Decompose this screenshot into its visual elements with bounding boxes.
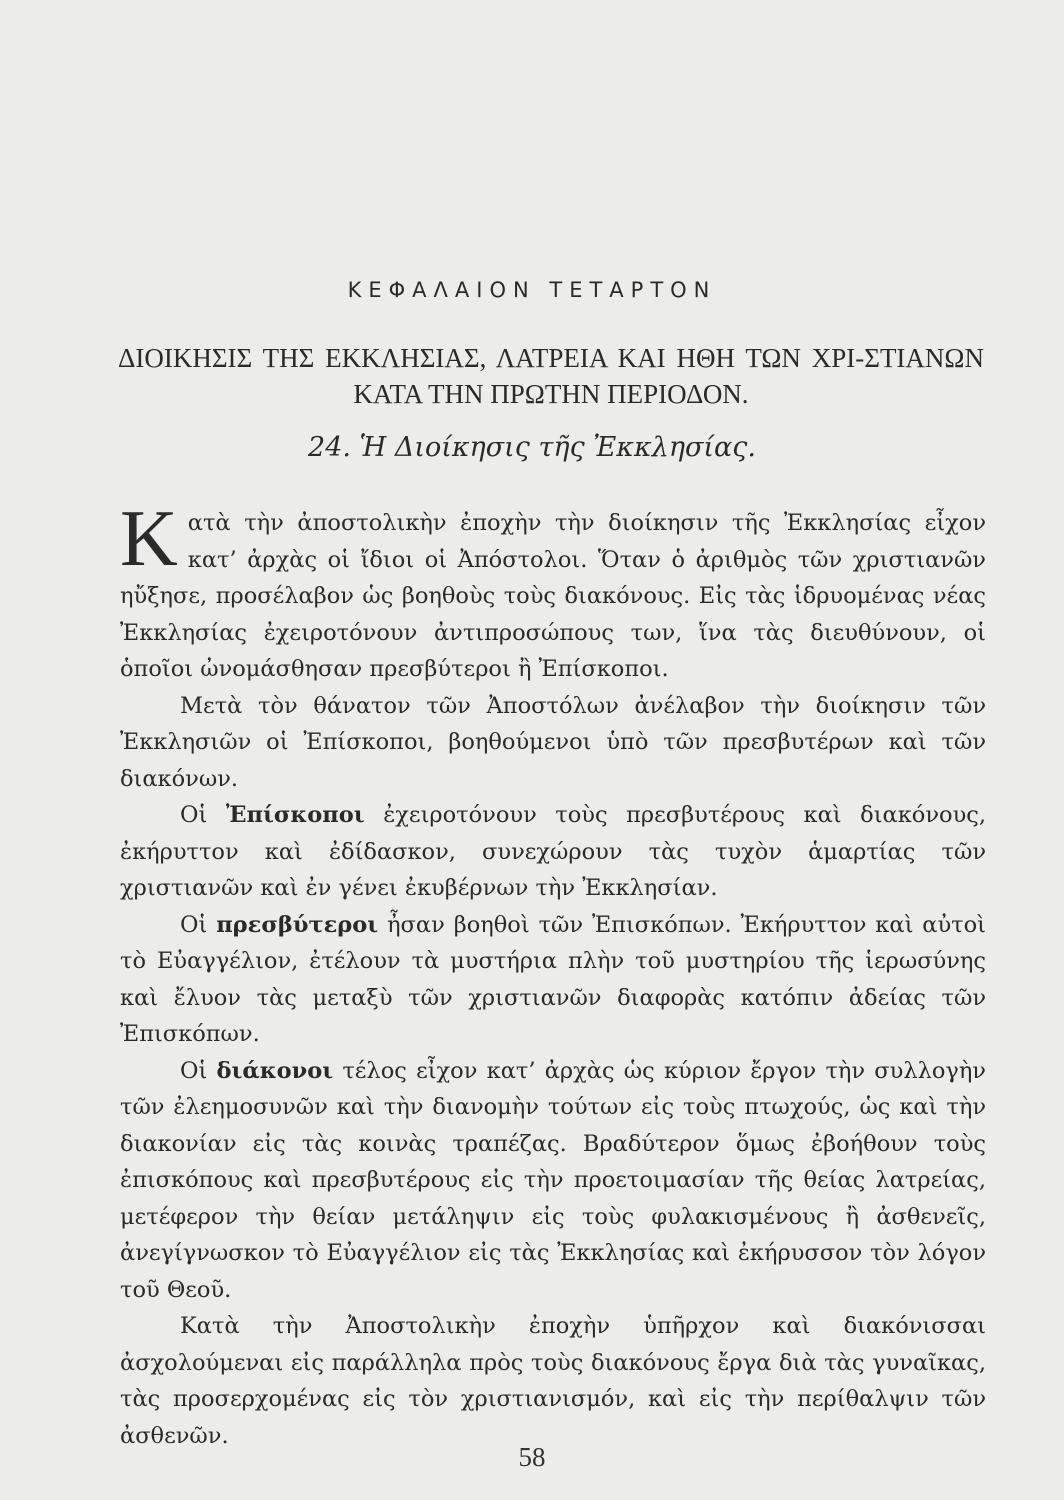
paragraph-1 [120, 495, 986, 688]
paragraph-3 [120, 797, 986, 907]
paragraph-5-lead: Οἱ [180, 1057, 217, 1084]
term-presbyteroi: πρεσβύτεροι [216, 911, 379, 938]
body-text [120, 495, 986, 1454]
chapter-heading: ΔΙΟΙΚΗΣΙΣ ΤΗΣ ΕΚΚΛΗΣΙΑΣ, ΛΑΤΡΕΙΑ ΚΑΙ ΗΘΗ ΤΩΝ ΧΡΙ-ΣΤΙΑΝΩΝ ΚΑΤΑ ΤΗΝ ΠΡΩΤΗΝ ΠΕΡΙΟΔΟΝ. [118, 343, 984, 409]
paragraph-2: Μετὰ τὸν θάνατον τῶν Ἀποστόλων ἀνέλαβον τὴν διοίκησιν τῶν Ἐκκλησιῶν οἱ Ἐπίσκοποι, βοηθούμενοι ὑπὸ τῶν πρεσβυτέρων καὶ τῶν διακόνων. [120, 692, 986, 792]
paragraph-5 [120, 1053, 986, 1309]
page-number: 58 [518, 1442, 546, 1472]
paragraph-4 [120, 907, 986, 1053]
paragraph-3-lead: Οἱ [180, 802, 226, 828]
paragraph-4-lead: Οἱ [180, 911, 217, 938]
paragraph-1-text: ατὰ τὴν ἀποστολικὴν ἐποχὴν τὴν διοίκησιν τῆς Ἐκκλησίας εἶχον κατ’ ἀρχὰς οἱ ἴδιοι οἱ Ἀπόστολοι. Ὅταν ὁ ἀριθμὸς τῶν χριστιανῶν ηὔξησε, προσέλαβον ὡς βοηθοὺς τοὺς διακόνους. Εἰς τὰς ἱδρυομένας νέας Ἐκκλησίας ἐχειροτόνουν ἀντιπροσώπους των, ἵνα τὰς διευθύνουν, οἱ ὁποῖοι ὠνομάσθησαν πρεσβύτεροι ἢ Ἐπίσκοποι. [120, 510, 986, 682]
paragraph-4-text: ἦσαν βοηθοὶ τῶν Ἐπισκόπων. Ἐκήρυττον καὶ αὐτοὶ τὸ Εὐαγγέλιον, ἐτέλουν τὰ μυστήρια πλὴν τοῦ μυστηρίου τῆς ἱερωσύνης καὶ ἔλυον τὰς μεταξὺ τῶν χριστιανῶν διαφορὰς κατόπιν ἀδείας τῶν Ἐπισκόπων. [120, 911, 986, 1047]
term-diakonoi: διάκονοι [216, 1057, 334, 1084]
term-episkopoi: Ἐπίσκοποι [225, 802, 365, 828]
paragraph-3-text: ἐχειροτόνουν τοὺς πρεσβυτέρους καὶ διακόνους, ἐκήρυττον καὶ ἐδίδασκον, συνεχώρουν τὰς τυχὸν ἁμαρτίας τῶν χριστιανῶν καὶ ἐν γένει ἐκυβέρνων τὴν Ἐκκλησίαν. [120, 802, 986, 901]
chapter-title: ΚΕΦΑΛΑΙΟΝ ΤΕΤΑΡΤΟΝ [347, 278, 717, 302]
paragraph-5-text: τέλος εἶχον κατ’ ἀρχὰς ὡς κύριον ἔργον τὴν συλλογὴν τῶν ἐλεημοσυνῶν καὶ τὴν διανομὴν τούτων εἰς τοὺς πτωχούς, ὡς καὶ τὴν διακονίαν εἰς τὰς κοινὰς τραπέζας. Βραδύτερον ὅμως ἐβοήθουν τοὺς ἐπισκόπους καὶ πρεσβυτέρους εἰς τὴν προετοιμασίαν τῆς θείας λατρείας, μετέφερον τὴν θείαν μετάληψιν εἰς τοὺς φυλακισμένους ἢ ἀσθενεῖς, ἀνεγίγνωσκον τὸ Εὐαγγέλιον εἰς τὰς Ἐκκλησίας καὶ ἐκήρυσσον τὸν λόγον τοῦ Θεοῦ. [120, 1057, 986, 1303]
paragraph-6: Κατὰ τὴν Ἀποστολικὴν ἐποχὴν ὑπῆρχον καὶ διακόνισσαι ἀσχολούμεναι εἰς παράλληλα πρὸς τοὺς διακόνους ἔργα διὰ τὰς γυναῖκας, τὰς προσερχομένας εἰς τὸν χριστιανισμόν, καὶ εἰς τὴν περίθαλψιν τῶν ἀσθενῶν. [120, 1313, 986, 1449]
section-title: 24. Ἡ Διοίκησις τῆς Ἐκκλησίας. [308, 432, 756, 463]
drop-cap: Κ [120, 495, 178, 583]
